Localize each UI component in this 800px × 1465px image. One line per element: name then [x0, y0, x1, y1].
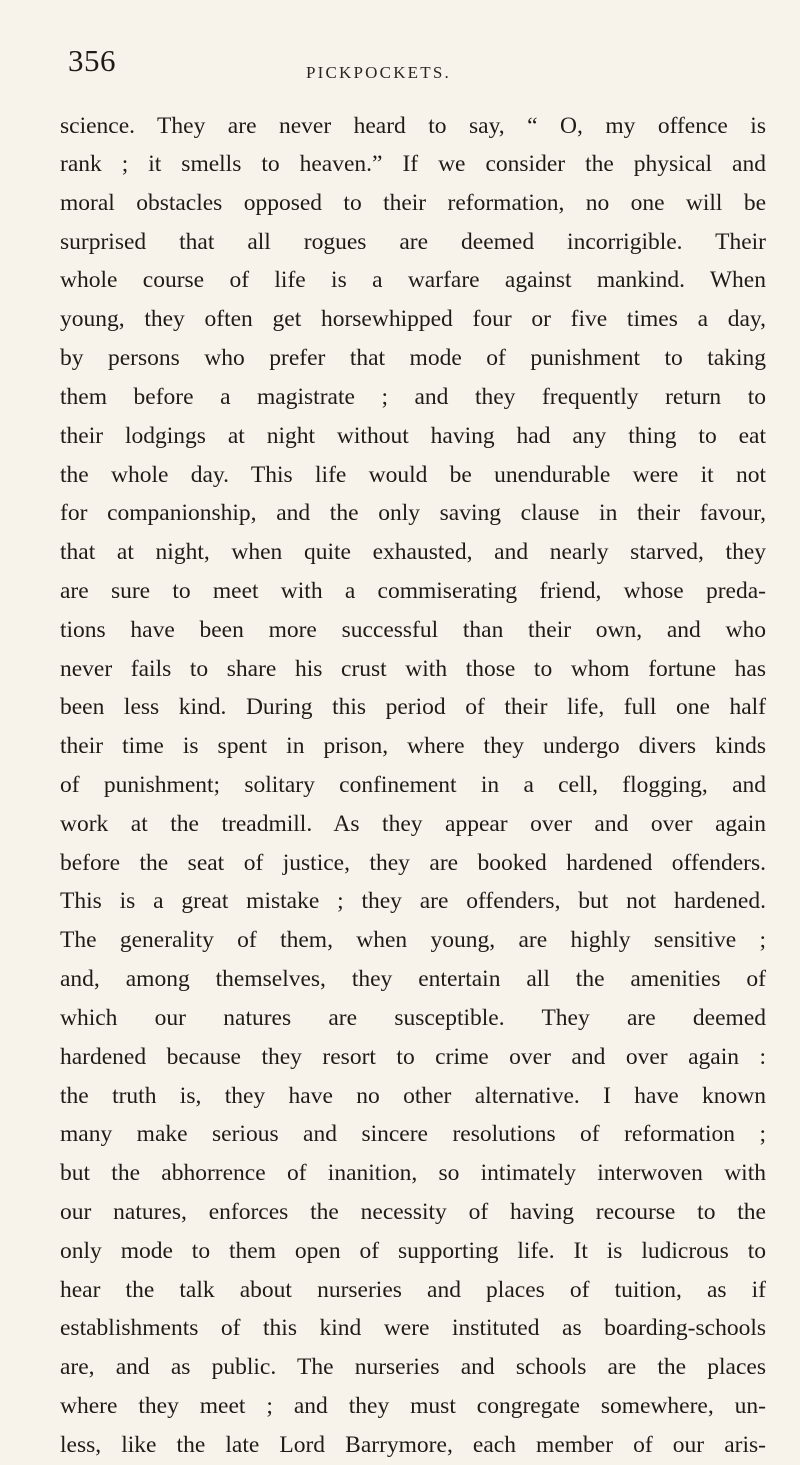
text-line: before the seat of justice, they are booked hardened offenders. — [60, 849, 766, 876]
text-line: the truth is, they have no other alternative. I have known — [60, 1082, 766, 1109]
text-line: that at night, when quite exhausted, and nearly starved, they — [60, 539, 766, 566]
running-head: PICKPOCKETS. — [306, 63, 451, 82]
text-line: by persons who prefer that mode of punishment to taking — [60, 345, 766, 372]
text-line: surprised that all rogues are deemed incorrigible. Their — [60, 228, 766, 255]
text-line: tions have been more successful than their own, and who — [60, 616, 766, 643]
text-line: our natures, enforces the necessity of having recourse to the — [60, 1198, 766, 1225]
text-line: rank ; it smells to heaven.” If we consider the physical and — [60, 151, 766, 177]
text-line: for companionship, and the only saving clause in their favour, — [60, 500, 766, 527]
text-line: young, they often get horsewhipped four or five times a day, — [60, 306, 766, 333]
text-line: science. They are never heard to say, “ O, my offence is — [60, 113, 766, 139]
text-line: only mode to them open of supporting life. It is ludicrous to — [60, 1237, 766, 1264]
text-line: been less kind. During this period of their life, full one half — [60, 694, 766, 721]
text-line: whole course of life is a warfare against mankind. When — [60, 267, 766, 294]
text-line: less, like the late Lord Barrymore, each member of our aris- — [60, 1431, 766, 1458]
text-line: but the abhorrence of inanition, so intimately interwoven with — [60, 1160, 766, 1187]
text-line: of punishment; solitary confinement in a cell, flogging, and — [60, 772, 766, 798]
text-line: where they meet ; and they must congregate somewhere, un- — [60, 1393, 766, 1419]
text-line: moral obstacles opposed to their reformation, no one will be — [60, 189, 766, 216]
text-line: hear the talk about nurseries and places of tuition, as if — [60, 1276, 766, 1303]
text-line: The generality of them, when young, are highly sensitive ; — [60, 927, 766, 954]
page-header — [68, 43, 748, 83]
text-line: establishments of this kind were instituted as boarding-schools — [60, 1315, 766, 1342]
body-text — [60, 107, 766, 1465]
text-line: their lodgings at night without having had any thing to eat — [60, 422, 766, 449]
text-line: never fails to share his crust with those to whom fortune has — [60, 655, 766, 682]
text-line: hardened because they resort to crime over and over again : — [60, 1043, 766, 1070]
text-line: work at the treadmill. As they appear over and over again — [60, 810, 766, 837]
text-line: are sure to meet with a commiserating friend, whose preda- — [60, 577, 766, 604]
page-number: 356 — [68, 43, 116, 78]
text-line: and, among themselves, they entertain all the amenities of — [60, 966, 766, 993]
text-line: are, and as public. The nurseries and schools are the places — [60, 1354, 766, 1381]
text-line: which our natures are susceptible. They are deemed — [60, 1004, 766, 1031]
text-line: This is a great mistake ; they are offenders, but not hardened. — [60, 888, 766, 915]
text-line: their time is spent in prison, where they undergo divers kinds — [60, 733, 766, 760]
text-line: many make serious and sincere resolutions of reformation ; — [60, 1121, 766, 1148]
text-line: them before a magistrate ; and they frequently return to — [60, 383, 766, 410]
text-line: the whole day. This life would be unendurable were it not — [60, 461, 766, 488]
